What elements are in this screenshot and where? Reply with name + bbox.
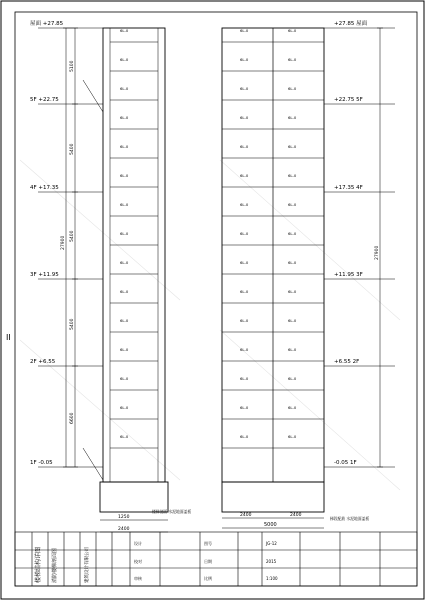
flight-label: 6L-0 (120, 144, 129, 149)
right-shaft (222, 28, 324, 512)
right-level-lines (324, 28, 395, 467)
right-level-label: +27.85 屋面 (334, 21, 368, 27)
flight-label: 6L-0 (288, 144, 297, 149)
flight-label: 6L-0 (288, 405, 297, 410)
left-level-label: 3F +11.95 (30, 272, 59, 278)
flight-label: 6L-0 (240, 231, 249, 236)
right-section-note: 梯段配筋 水泥地面盖板 (330, 516, 370, 521)
left-bottom-dim: 2400 (118, 527, 130, 532)
drawing-name: 消防楼梯剖面图 (52, 547, 58, 583)
flight-label: 6L-0 (120, 231, 129, 236)
tb-value: 2015 (266, 559, 277, 564)
left-storey-dim: 5100 (70, 60, 75, 72)
flight-label: 6L-0 (120, 289, 129, 294)
right-flight-labels (240, 28, 297, 439)
flight-label: 6L-0 (288, 347, 297, 352)
right-level-label: +11.95 3F (334, 272, 363, 278)
flight-label: 6L-0 (240, 405, 249, 410)
tb-field: 审核 (134, 576, 142, 581)
flight-label: 6L-0 (288, 318, 297, 323)
left-section (30, 19, 191, 532)
right-section (222, 19, 395, 528)
flight-label: 6L-0 (288, 289, 297, 294)
tb-value: 1:100 (266, 576, 278, 581)
flight-label: 6L-0 (120, 173, 129, 178)
flight-label: 6L-0 (288, 202, 297, 207)
title-block (15, 532, 417, 586)
flight-label: 6L-0 (240, 318, 249, 323)
flight-label: 6L-0 (120, 115, 129, 120)
right-level-label: -0.05 1F (334, 460, 357, 466)
company-name: 建筑设计有限公司 (85, 547, 90, 583)
flight-label: 6L-0 (288, 260, 297, 265)
tb-field: 校对 (134, 559, 142, 564)
left-storey-dim: 5400 (70, 230, 75, 242)
flight-label: 6L-0 (120, 376, 129, 381)
flight-label: 6L-0 (120, 434, 129, 439)
flight-label: 6L-0 (240, 434, 249, 439)
left-level-label: 2F +6.55 (30, 359, 56, 365)
left-level-label: 5F +22.75 (30, 97, 59, 103)
watermark (20, 160, 400, 490)
flight-label: 6L-0 (288, 86, 297, 91)
flight-label: 6L-0 (120, 28, 129, 33)
flight-label: 6L-0 (288, 57, 297, 62)
right-level-label: +17.35 4F (334, 185, 363, 191)
flight-label: 6L-0 (120, 405, 129, 410)
left-storey-dim: 5400 (70, 318, 75, 330)
flight-label: 6L-0 (288, 28, 297, 33)
drawing-frame (1, 1, 424, 599)
tb-field: 比例 (204, 576, 212, 581)
flight-label: 6L-0 (240, 144, 249, 149)
left-total-height: 27900 (61, 235, 66, 250)
left-level-lines (38, 28, 103, 467)
left-bottom-dimension (100, 520, 168, 532)
tb-field: 图号 (204, 541, 212, 546)
flight-label: 6L-0 (120, 260, 129, 265)
flight-label: 6L-0 (288, 173, 297, 178)
flight-label: 6L-0 (240, 347, 249, 352)
flight-label: 6L-0 (240, 173, 249, 178)
left-bottom-dim: 1250 (118, 515, 130, 520)
tb-value: JG-12 (266, 541, 277, 546)
left-flight-lines (110, 42, 158, 448)
left-level-label: 屋面 +27.85 (30, 21, 64, 27)
flight-label: 6L-0 (240, 115, 249, 120)
flight-label: 6L-0 (288, 231, 297, 236)
left-storey-dim: 6600 (70, 412, 75, 424)
right-bottom-dim: 2400 (290, 513, 302, 518)
flight-label: 6L-0 (240, 376, 249, 381)
left-stair-shaft (83, 28, 168, 512)
right-total-height: 27900 (375, 245, 380, 260)
flight-label: 6L-0 (120, 202, 129, 207)
flight-label: 6L-0 (240, 86, 249, 91)
flight-label: 6L-0 (288, 376, 297, 381)
right-bottom-dim: 2400 (240, 513, 252, 518)
flight-label: 6L-0 (240, 289, 249, 294)
flight-label: 6L-0 (240, 202, 249, 207)
left-level-label: 1F -0.05 (30, 460, 53, 466)
flight-label: 6L-0 (288, 115, 297, 120)
sheet-marker: II (6, 333, 11, 342)
flight-label: 6L-0 (120, 86, 129, 91)
right-width-dim: 5000 (264, 522, 277, 528)
left-section-note: 楼梯剖面 水泥地面盖板 (152, 509, 192, 514)
left-level-label: 4F +17.35 (30, 185, 59, 191)
right-level-label: +6.55 2F (334, 359, 360, 365)
left-flight-labels (120, 28, 129, 439)
flight-label: 6L-0 (288, 434, 297, 439)
right-level-label: +22.75 5F (334, 97, 363, 103)
flight-label: 6L-0 (120, 347, 129, 352)
flight-label: 6L-0 (120, 57, 129, 62)
tb-field: 日期 (204, 559, 212, 564)
tb-field: 设计 (134, 541, 142, 546)
flight-label: 6L-0 (240, 260, 249, 265)
project-title: 楼梯结构详图 (35, 546, 42, 583)
flight-label: 6L-0 (240, 57, 249, 62)
flight-label: 6L-0 (240, 28, 249, 33)
left-storey-dim: 5400 (70, 143, 75, 155)
flight-label: 6L-0 (120, 318, 129, 323)
